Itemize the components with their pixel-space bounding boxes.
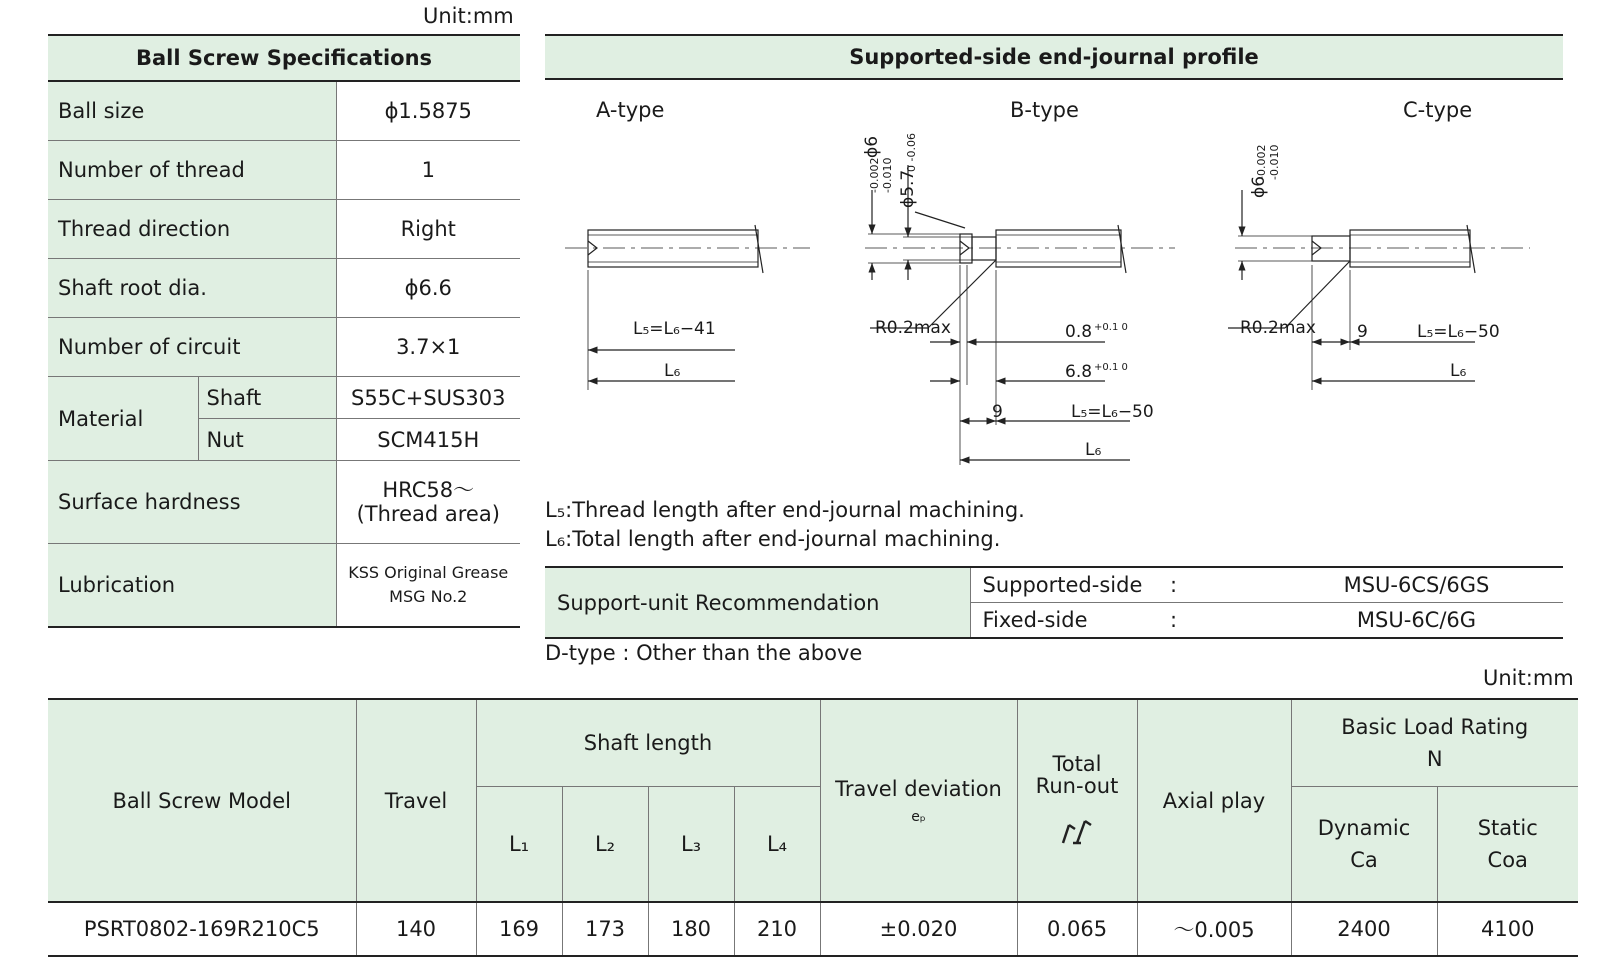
lubrication-label: Lubrication xyxy=(48,544,336,628)
header-dynamic xyxy=(1291,787,1437,903)
support-table xyxy=(545,566,1563,639)
end-journal-drawing xyxy=(545,125,1565,480)
material-label: Material xyxy=(48,377,198,461)
header-l2: L₂ xyxy=(562,787,648,903)
header-l1: L₁ xyxy=(476,787,562,903)
table-row xyxy=(545,567,1563,603)
header-travel-deviation xyxy=(820,699,1017,902)
header-axial-play: Axial play xyxy=(1137,699,1291,902)
supported-side-label: Supported-side xyxy=(970,567,1170,603)
profile-title: Supported-side end-journal profile xyxy=(849,45,1259,69)
spec-label: Shaft root dia. xyxy=(48,259,336,318)
cell-deviation: ±0.020 xyxy=(820,902,1017,956)
cell-axial: ～0.005 xyxy=(1137,902,1291,956)
spec-value: ϕ1.5875 xyxy=(336,81,520,141)
b-phi57-tol: 0 -0.06 xyxy=(905,133,918,172)
spec-label: Thread direction xyxy=(48,200,336,259)
cell-travel: 140 xyxy=(356,902,476,956)
fixed-side-label: Fixed-side xyxy=(982,608,1088,632)
unit-label-bottom: Unit:mm xyxy=(1483,666,1574,690)
a-dim-l6: L₆ xyxy=(664,361,681,381)
b-phi6-main: ϕ6 xyxy=(862,135,882,158)
nut-value: SCM415H xyxy=(336,419,520,461)
c-phi6-main: ϕ6 xyxy=(1249,175,1269,198)
cell-l3: 180 xyxy=(648,902,734,956)
c-l6-label: L₆ xyxy=(1450,361,1467,381)
table-row xyxy=(48,544,520,628)
cell-dynamic: 2400 xyxy=(1291,902,1437,956)
b-r-label: R0.2max xyxy=(875,318,951,338)
travel-deviation-label: Travel deviation xyxy=(835,776,1002,801)
header-load-rating xyxy=(1291,699,1578,787)
static-symbol: Coa xyxy=(1487,848,1528,872)
dynamic-symbol: Ca xyxy=(1350,848,1378,872)
b-nine-label: 9 xyxy=(992,402,1003,422)
fixed-side-colon: : xyxy=(1170,608,1178,632)
b-d2-label xyxy=(1065,362,1128,382)
hardness-value-line1: HRC58～ xyxy=(382,478,475,502)
load-rating-label: Basic Load Rating xyxy=(1341,715,1529,739)
cell-l4: 210 xyxy=(734,902,820,956)
table-row xyxy=(48,461,520,544)
spec-value: 3.7×1 xyxy=(336,318,520,377)
c-r-label: R0.2max xyxy=(1240,318,1316,338)
b-d1-label xyxy=(1065,322,1128,342)
shaft-value: S55C+SUS303 xyxy=(336,377,520,419)
table-row xyxy=(48,902,1578,956)
cell-model: PSRT0802-169R210C5 xyxy=(48,902,356,956)
cell-runout: 0.065 xyxy=(1017,902,1137,956)
c-nine-label: 9 xyxy=(1357,322,1368,342)
lubrication-value-line1: KSS Original Grease xyxy=(348,563,509,582)
spec-label: Ball size xyxy=(48,81,336,141)
a-dim-l5: L₅=L₆−41 xyxy=(633,319,716,339)
a-type-label: A-type xyxy=(596,98,665,122)
spec-value: Right xyxy=(336,200,520,259)
fixed-side-value: MSU-6C/6G xyxy=(1356,608,1477,632)
b-phi6-tol: -0.002 -0.010 xyxy=(868,157,894,193)
d-type-note: D-type : Other than the above xyxy=(545,641,863,665)
header-static xyxy=(1437,787,1578,903)
hardness-label: Surface hardness xyxy=(48,461,336,544)
header-shaft-length: Shaft length xyxy=(476,699,820,787)
lubrication-value-line2: MSG No.2 xyxy=(389,587,468,606)
travel-deviation-symbol: eₚ xyxy=(911,808,926,825)
runout-label-1: Total xyxy=(1052,751,1102,776)
supported-side-value: MSU-6CS/6GS xyxy=(1270,567,1563,603)
profile-header xyxy=(545,34,1563,80)
table-row xyxy=(48,377,520,419)
hardness-value-line2: (Thread area) xyxy=(356,502,500,526)
table-row xyxy=(48,318,520,377)
b-d1-value: 0.8 xyxy=(1065,322,1093,342)
a-type-shaft xyxy=(565,225,810,273)
note-l5: L₅:Thread length after end-journal machining. xyxy=(545,498,1025,522)
runout-label-2: Run-out xyxy=(1035,773,1119,798)
dynamic-label: Dynamic xyxy=(1317,816,1411,840)
spec-label: Number of thread xyxy=(48,141,336,200)
nut-label: Nut xyxy=(198,419,336,461)
b-d1-tol: +0.1 0 xyxy=(1094,322,1128,333)
spec-value: 1 xyxy=(336,141,520,200)
c-l5-label: L₅=L₆−50 xyxy=(1417,322,1500,342)
header-l3: L₃ xyxy=(648,787,734,903)
table-row xyxy=(48,200,520,259)
header-l4: L₄ xyxy=(734,787,820,903)
b-l6-label: L₆ xyxy=(1085,440,1102,460)
lubrication-value xyxy=(336,544,520,628)
header-model: Ball Screw Model xyxy=(48,699,356,902)
shaft-label: Shaft xyxy=(198,377,336,419)
spec-table xyxy=(48,34,520,628)
b-l5-label: L₅=L₆−50 xyxy=(1071,402,1154,422)
support-label: Support-unit Recommendation xyxy=(545,567,970,638)
table-row xyxy=(48,81,520,141)
note-l6: L₆:Total length after end-journal machining. xyxy=(545,527,1001,551)
cell-l2: 173 xyxy=(562,902,648,956)
cell-static: 4100 xyxy=(1437,902,1578,956)
hardness-value xyxy=(336,461,520,544)
spec-value: ϕ6.6 xyxy=(336,259,520,318)
b-phi57-main: ϕ5.7 xyxy=(898,169,918,208)
runout-symbol-icon xyxy=(1059,815,1095,845)
b-d2-value: 6.8 xyxy=(1065,362,1093,382)
c-type-shaft xyxy=(1235,190,1530,328)
table-row xyxy=(48,259,520,318)
header-total-runout xyxy=(1017,699,1137,902)
header-travel: Travel xyxy=(356,699,476,902)
unit-label-top: Unit:mm xyxy=(423,4,514,28)
cell-l1: 169 xyxy=(476,902,562,956)
supported-side-colon: : xyxy=(1170,567,1270,603)
c-type-label: C-type xyxy=(1403,98,1473,122)
static-label: Static xyxy=(1477,816,1538,840)
b-d2-tol: +0.1 0 xyxy=(1094,362,1128,373)
spec-title: Ball Screw Specifications xyxy=(48,35,520,81)
c-phi6-tol: -0.002 -0.010 xyxy=(1255,144,1281,180)
model-table xyxy=(48,698,1578,957)
load-rating-unit: N xyxy=(1426,747,1443,771)
spec-label: Number of circuit xyxy=(48,318,336,377)
table-row xyxy=(48,141,520,200)
b-type-label: B-type xyxy=(1010,98,1079,122)
